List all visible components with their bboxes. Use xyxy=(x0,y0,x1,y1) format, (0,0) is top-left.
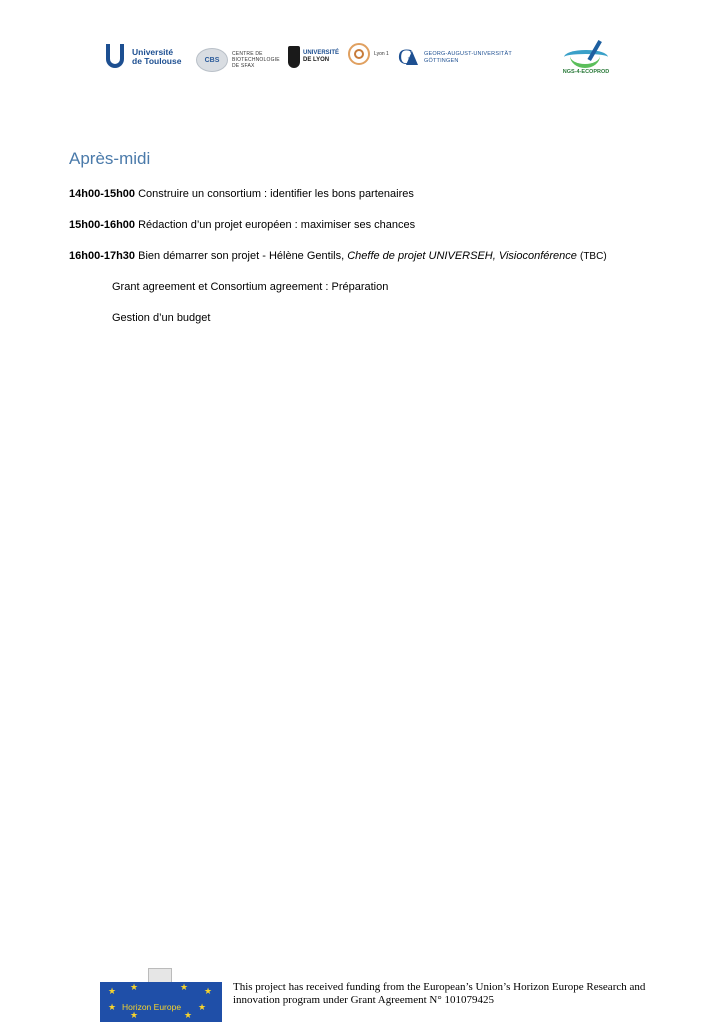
dna-helix-icon xyxy=(556,42,616,68)
goettingen-logo: G GEORG-AUGUST-UNIVERSITÄT GÖTTINGEN xyxy=(398,47,512,69)
star-icon: ★ xyxy=(130,982,139,992)
session-title: Construire un consortium : identifier les bons partenaires xyxy=(138,188,414,200)
session-title: Rédaction d’un projet européen : maximiser ses chances xyxy=(138,219,416,231)
horizon-europe-flag xyxy=(100,974,222,1022)
goettingen-ga-icon xyxy=(398,47,420,69)
speaker-role: Cheffe de projet UNIVERSEH, Visioconférence xyxy=(347,250,577,262)
lyon-lion-icon xyxy=(288,46,300,68)
section-heading: Après-midi xyxy=(69,149,151,168)
cbs-sfax-logo: CBS CENTRE DE BIOTECHNOLOGIE DE SFAX xyxy=(196,48,280,72)
toulouse-u-icon xyxy=(104,44,126,70)
session-subitem: Grant agreement et Consortium agreement : Préparation xyxy=(112,281,389,293)
partner-logos xyxy=(0,40,725,80)
universite-toulouse-logo: Université de Toulouse xyxy=(104,44,181,70)
ngs-ecoprod-logo: NGS-4-ECOPROD xyxy=(556,42,616,75)
session-row xyxy=(69,250,607,262)
universite-lyon-logo: UNIVERSITÉ DE LYON xyxy=(288,46,339,68)
lyon1-circle-icon xyxy=(348,43,370,65)
star-icon: ★ xyxy=(130,1010,139,1020)
session-row xyxy=(69,188,414,200)
session-title: Bien démarrer son projet - Hélène Gentils, xyxy=(138,250,345,262)
star-icon: ★ xyxy=(108,986,117,996)
star-icon: ★ xyxy=(108,1002,117,1012)
star-icon: ★ xyxy=(180,982,189,992)
session-time: 16h00-17h30 xyxy=(69,250,136,262)
session-time: 14h00-15h00 xyxy=(69,188,136,200)
funding-statement: This project has received funding from the European’s Union’s Horizon Europe Research and innovation program under Grant Agreement N° 101079425 xyxy=(233,981,646,1006)
star-icon: ★ xyxy=(184,1010,193,1020)
cbs-icon: CBS xyxy=(196,48,228,72)
session-time: 15h00-16h00 xyxy=(69,219,136,231)
lyon1-logo: Lyon 1 xyxy=(348,43,389,65)
session-row xyxy=(69,219,415,231)
star-icon: ★ xyxy=(204,986,213,996)
program-label: Horizon Europe xyxy=(122,1002,182,1012)
session-subitem: Gestion d’un budget xyxy=(112,312,211,324)
session-note: (TBC) xyxy=(579,251,607,262)
star-icon: ★ xyxy=(198,1002,207,1012)
